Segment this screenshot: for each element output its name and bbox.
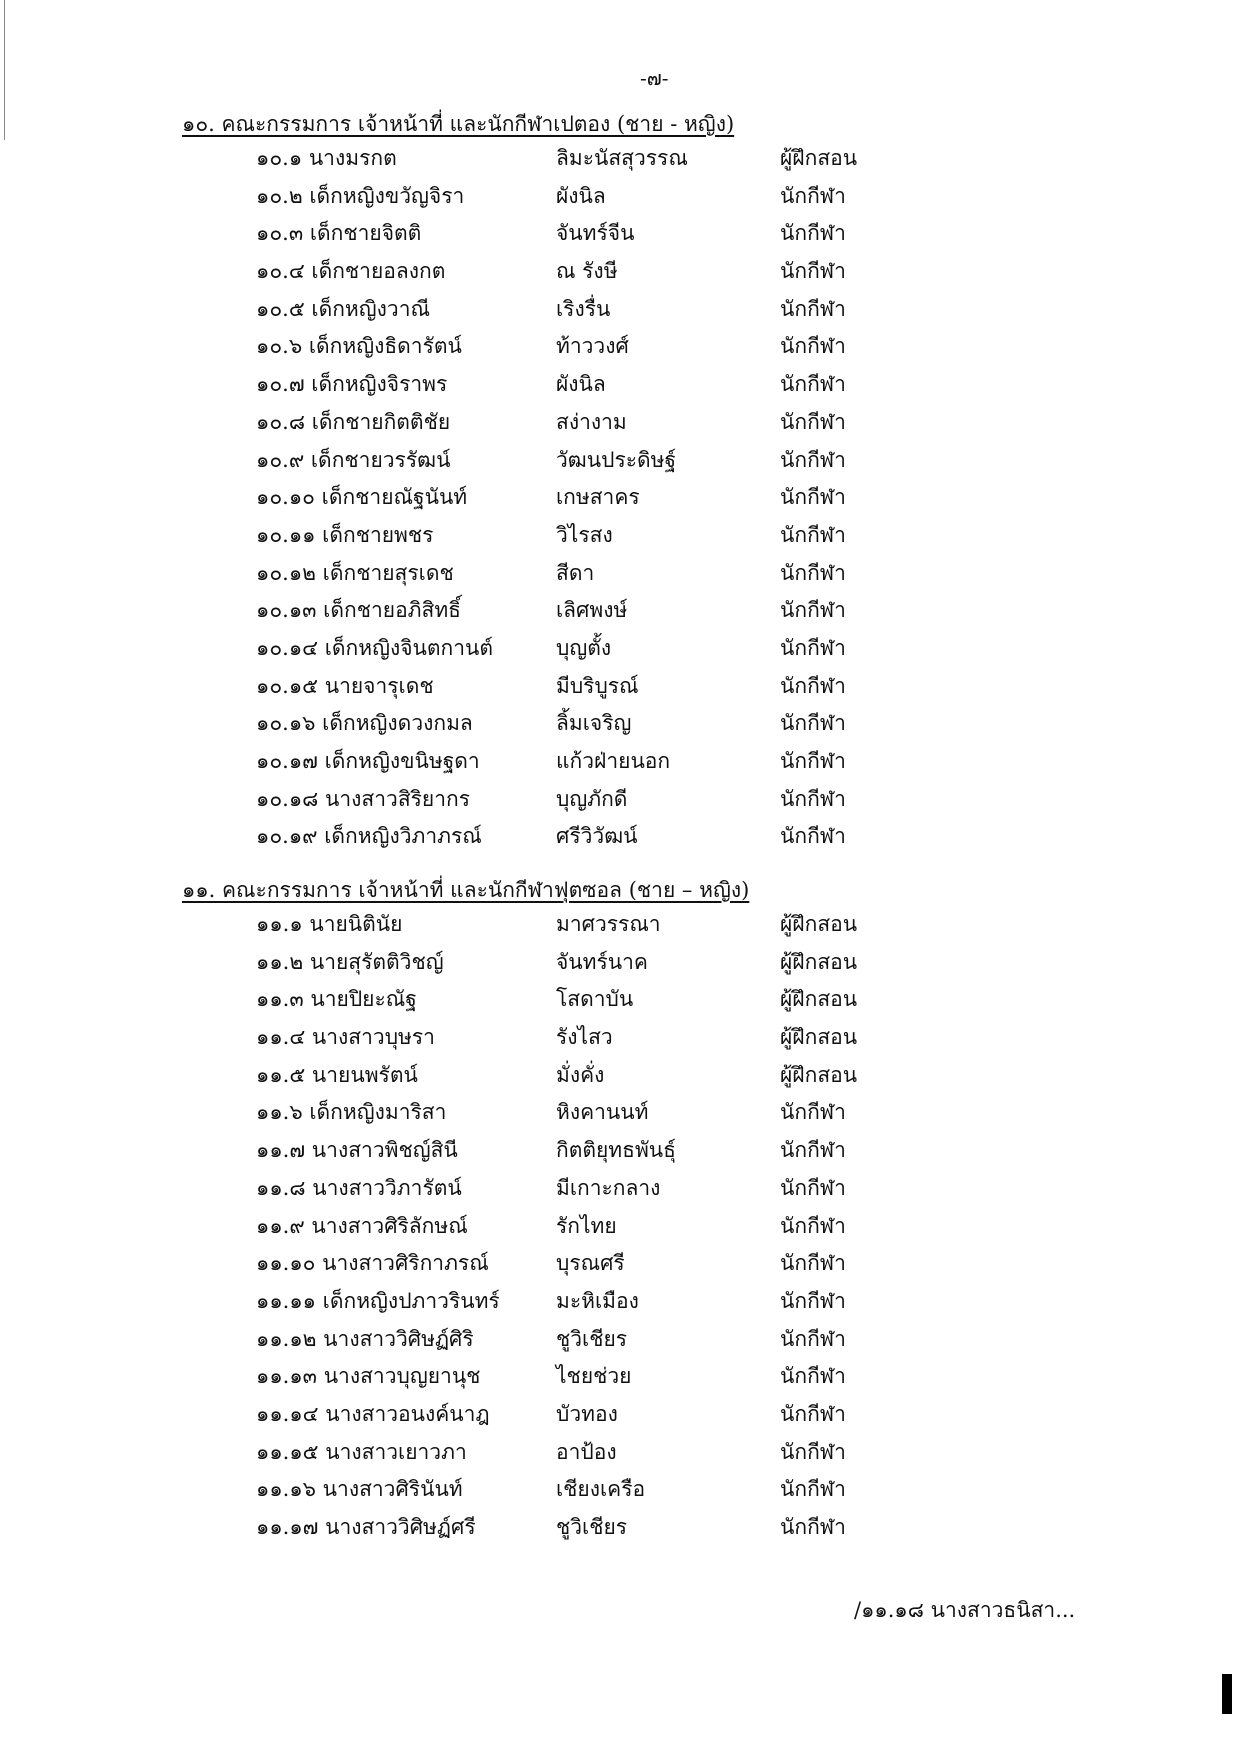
member-row [0, 1396, 1240, 1434]
member-name: ๑๐.๒ เด็กหญิงขวัญจิรา [256, 183, 465, 208]
member-surname: ณ รังษี [556, 259, 618, 284]
member-name: ๑๑.๑ นายนิตินัย [256, 912, 403, 936]
member-name: ๑๐.๑๕ นายจารุเดช [256, 673, 434, 698]
member-surname: เกษสาคร [556, 485, 640, 510]
member-surname: บุญตั้ง [556, 635, 612, 660]
section-heading-petanque: ๑๐. คณะกรรมการ เจ้าหน้าที่ และนักกีฬาเปตอง (ชาย - หญิง) [182, 112, 735, 136]
member-row [0, 1509, 1240, 1547]
member-role: นักกีฬา [780, 522, 846, 547]
member-role: นักกีฬา [780, 1100, 846, 1125]
member-surname: วิไรสง [556, 522, 613, 547]
member-name: ๑๐.๗ เด็กหญิงจิราพร [256, 372, 448, 397]
member-row [0, 1283, 1240, 1321]
member-row [0, 1321, 1240, 1359]
member-role: ผู้ฝึกสอน [780, 146, 858, 170]
member-role: นักกีฬา [780, 1326, 846, 1351]
member-surname: เชียงเครือ [556, 1477, 646, 1502]
member-role: นักกีฬา [780, 1401, 846, 1426]
member-surname: ศรีวิวัฒน์ [556, 824, 638, 849]
member-name: ๑๑.๑๒ นางสาววิศิษฏ์ศิริ [256, 1326, 474, 1351]
member-surname: รังไสว [556, 1025, 613, 1050]
member-row [0, 442, 1240, 480]
member-role: นักกีฬา [780, 598, 846, 623]
member-row [0, 1094, 1240, 1132]
member-surname: บุญภักดี [556, 786, 628, 811]
member-row [0, 630, 1240, 668]
member-role: นักกีฬา [780, 221, 846, 246]
member-surname: เริงรื่น [556, 296, 611, 321]
scan-edge-mark [1222, 1674, 1232, 1714]
member-surname: จันทร์จีน [556, 221, 635, 246]
member-surname: กิตติยุทธพันธุ์ [556, 1138, 676, 1163]
member-row [0, 555, 1240, 593]
continuation-note: /๑๑.๑๘ นางสาวธนิสา... [854, 1598, 1076, 1622]
member-name: ๑๐.๑ นางมรกต [256, 146, 397, 170]
member-row [0, 781, 1240, 819]
member-name: ๑๐.๑๘ นางสาวสิริยากร [256, 786, 471, 811]
member-row [0, 981, 1240, 1019]
member-name: ๑๐.๔ เด็กชายอลงกต [256, 259, 446, 284]
member-name: ๑๐.๖ เด็กหญิงธิดารัตน์ [256, 334, 462, 359]
member-name: ๑๐.๑๗ เด็กหญิงขนิษฐดา [256, 749, 480, 773]
member-surname: สง่างาม [556, 409, 627, 434]
member-role: นักกีฬา [780, 560, 846, 585]
member-surname: รักไทย [556, 1213, 617, 1238]
member-name: ๑๐.๑๙ เด็กหญิงวิภาภรณ์ [256, 824, 482, 849]
member-name: ๑๑.๑๑ เด็กหญิงปภาวรินทร์ [256, 1288, 500, 1313]
section-heading-futsal: ๑๑. คณะกรรมการ เจ้าหน้าที่ และนักกีฬาฟุตซอล (ชาย – หญิง) [182, 878, 750, 902]
member-row [0, 215, 1240, 253]
member-surname: ชูวิเชียร [556, 1515, 628, 1539]
member-name: ๑๑.๘ นางสาววิภารัตน์ [256, 1175, 462, 1200]
member-surname: มีเกาะกลาง [556, 1175, 661, 1200]
member-role: นักกีฬา [780, 183, 846, 208]
member-surname: ลิมะนัสสุวรรณ [556, 146, 688, 170]
member-name: ๑๑.๙ นางสาวศิริลักษณ์ [256, 1213, 468, 1238]
roster-futsal [0, 906, 1240, 1547]
member-row [0, 592, 1240, 630]
member-surname: มีบริบูรณ์ [556, 673, 639, 698]
member-surname: สีดา [556, 560, 595, 585]
member-name: ๑๐.๘ เด็กชายกิตติชัย [256, 409, 451, 434]
member-surname: หิงคานนท์ [556, 1100, 649, 1125]
member-row [0, 1245, 1240, 1283]
member-row [0, 1471, 1240, 1509]
member-name: ๑๑.๑๕ นางสาวเยาวภา [256, 1439, 467, 1464]
member-role: นักกีฬา [780, 1213, 846, 1238]
member-role: นักกีฬา [780, 711, 846, 736]
member-row [0, 818, 1240, 856]
member-role: นักกีฬา [780, 1515, 846, 1539]
member-role: นักกีฬา [780, 259, 846, 284]
member-row [0, 906, 1240, 944]
member-row [0, 1132, 1240, 1170]
member-row [0, 1019, 1240, 1057]
member-name: ๑๐.๙ เด็กชายวรรัฒน์ [256, 447, 451, 472]
member-surname: จันทร์นาค [556, 949, 648, 974]
member-name: ๑๐.๑๖ เด็กหญิงดวงกมล [256, 711, 473, 736]
member-row [0, 1358, 1240, 1396]
member-role: นักกีฬา [780, 372, 846, 397]
member-row [0, 178, 1240, 216]
member-row [0, 366, 1240, 404]
scan-edge-line [4, 0, 5, 140]
member-role: นักกีฬา [780, 1439, 846, 1464]
member-role: นักกีฬา [780, 673, 846, 698]
member-row [0, 944, 1240, 982]
member-row [0, 517, 1240, 555]
roster-petanque [0, 140, 1240, 856]
member-surname: ผังนิล [556, 372, 606, 397]
member-role: นักกีฬา [780, 635, 846, 660]
member-name: ๑๐.๓ เด็กชายจิตติ [256, 221, 422, 246]
member-row [0, 253, 1240, 291]
member-name: ๑๐.๑๑ เด็กชายพชร [256, 522, 434, 547]
member-name: ๑๑.๑๗ นางสาววิศิษฏ์ศรี [256, 1515, 476, 1539]
member-surname: แก้วฝ่ายนอก [556, 749, 671, 773]
member-surname: มะหิเมือง [556, 1288, 639, 1313]
member-name: ๑๑.๓ นายปิยะณัฐ [256, 987, 417, 1012]
member-role: ผู้ฝึกสอน [780, 1062, 858, 1087]
member-row [0, 140, 1240, 178]
member-name: ๑๑.๗ นางสาวพิชญ์สินี [256, 1138, 458, 1163]
member-surname: ท้าววงศ์ [556, 334, 629, 359]
member-name: ๑๑.๑๓ นางสาวบุญยานุช [256, 1364, 481, 1389]
member-row [0, 1434, 1240, 1472]
member-role: ผู้ฝึกสอน [780, 912, 858, 936]
member-role: ผู้ฝึกสอน [780, 949, 858, 974]
member-name: ๑๑.๔ นางสาวบุษรา [256, 1025, 435, 1050]
member-surname: วัฒนประดิษฐ์ [556, 447, 677, 472]
member-surname: บุรณศรี [556, 1251, 625, 1276]
member-surname: บัวทอง [556, 1401, 618, 1426]
member-role: นักกีฬา [780, 296, 846, 321]
member-row [0, 1208, 1240, 1246]
member-role: ผู้ฝึกสอน [780, 987, 858, 1012]
member-row [0, 705, 1240, 743]
member-role: นักกีฬา [780, 1477, 846, 1502]
page-number: -๗- [640, 66, 669, 90]
member-row [0, 668, 1240, 706]
member-role: ผู้ฝึกสอน [780, 1025, 858, 1050]
member-surname: ชูวิเชียร [556, 1326, 628, 1351]
member-role: นักกีฬา [780, 749, 846, 773]
member-name: ๑๑.๕ นายนพรัตน์ [256, 1062, 418, 1087]
member-role: นักกีฬา [780, 1175, 846, 1200]
member-role: นักกีฬา [780, 409, 846, 434]
member-name: ๑๑.๖ เด็กหญิงมาริสา [256, 1100, 447, 1125]
member-name: ๑๐.๕ เด็กหญิงวาณี [256, 296, 430, 321]
member-role: นักกีฬา [780, 334, 846, 359]
member-name: ๑๐.๑๐ เด็กชายณัฐนันท์ [256, 485, 468, 510]
member-name: ๑๐.๑๔ เด็กหญิงจินตกานต์ [256, 635, 494, 660]
member-row [0, 404, 1240, 442]
member-row [0, 291, 1240, 329]
member-surname: มาศวรรณา [556, 912, 661, 936]
member-row [0, 479, 1240, 517]
member-name: ๑๑.๒ นายสุรัตติวิชญ์ [256, 949, 444, 974]
member-surname: อาป้อง [556, 1439, 617, 1464]
member-surname: ผังนิล [556, 183, 606, 208]
member-name: ๑๐.๑๓ เด็กชายอภิสิทธิ์ [256, 598, 461, 623]
member-role: นักกีฬา [780, 786, 846, 811]
member-role: นักกีฬา [780, 1288, 846, 1313]
member-surname: ไชยช่วย [556, 1364, 632, 1389]
member-surname: เลิศพงษ์ [556, 598, 628, 623]
member-name: ๑๑.๑๔ นางสาวอนงค์นาฎ [256, 1401, 490, 1426]
member-surname: ลิ้มเจริญ [556, 711, 632, 736]
member-role: นักกีฬา [780, 824, 846, 849]
member-role: นักกีฬา [780, 1138, 846, 1163]
member-role: นักกีฬา [780, 447, 846, 472]
member-row [0, 328, 1240, 366]
member-surname: โสดาบัน [556, 987, 634, 1012]
member-surname: มั่งคั่ง [556, 1062, 605, 1087]
member-row [0, 743, 1240, 781]
member-row [0, 1057, 1240, 1095]
member-name: ๑๐.๑๒ เด็กชายสุรเดช [256, 560, 454, 585]
member-row [0, 1170, 1240, 1208]
member-role: นักกีฬา [780, 1251, 846, 1276]
member-role: นักกีฬา [780, 1364, 846, 1389]
member-role: นักกีฬา [780, 485, 846, 510]
member-name: ๑๑.๑๐ นางสาวศิริกาภรณ์ [256, 1251, 489, 1276]
member-name: ๑๑.๑๖ นางสาวศิรินันท์ [256, 1477, 463, 1502]
